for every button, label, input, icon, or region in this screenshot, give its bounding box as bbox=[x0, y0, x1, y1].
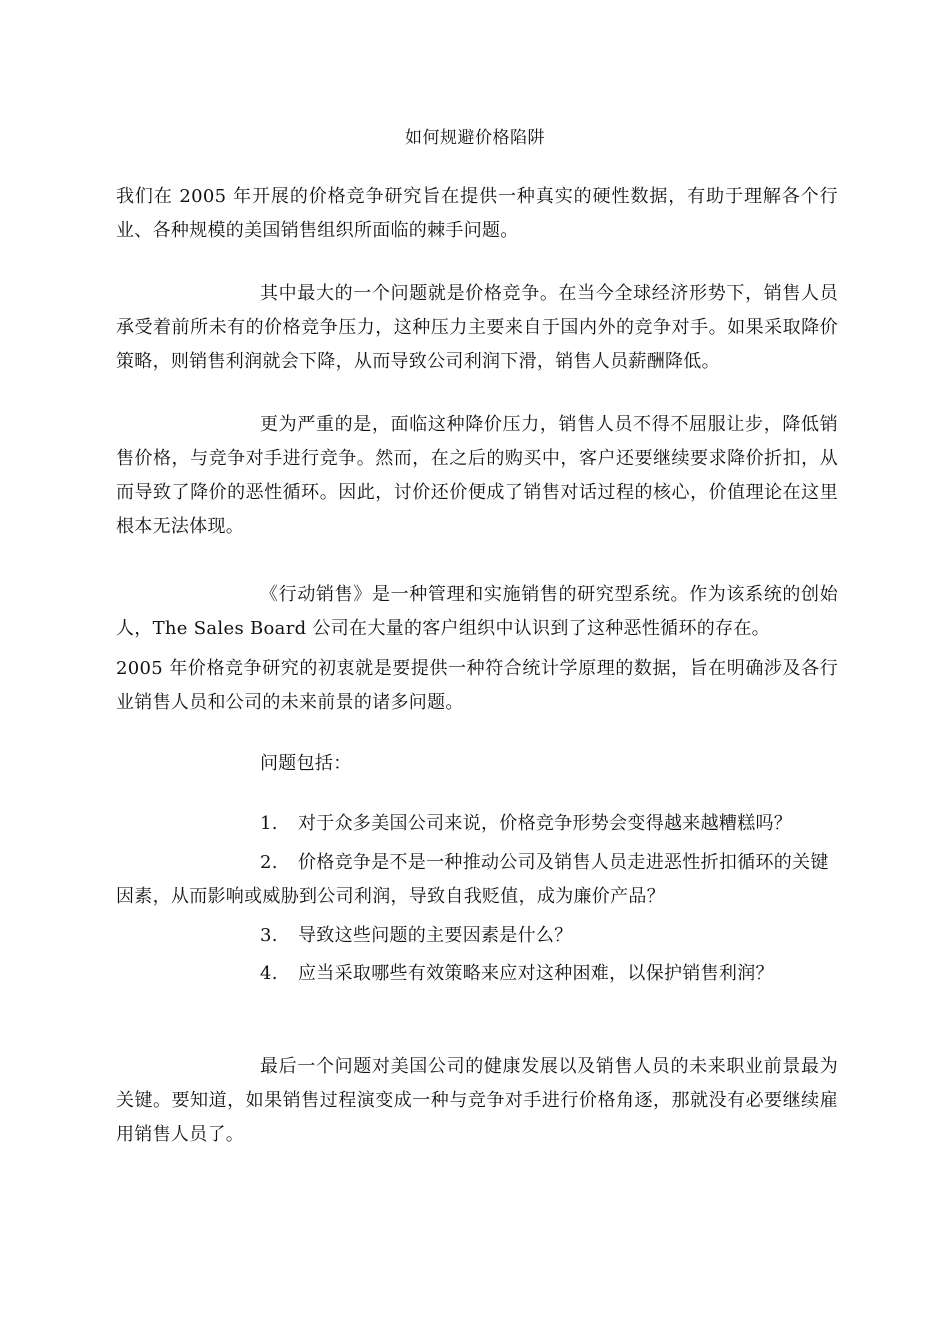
paragraph-price-competition: 其中最大的一个问题就是价格竞争。在当今全球经济形势下，销售人员承受着前所未有的价格竞争压力，这种压力主要来自于国内外的竞争对手。如果采取降价策略，则销售利润就会下降，从而导致公司利润下滑，销售人员薪酬降低。 bbox=[116, 283, 838, 372]
paragraph-intro: 我们在 2005 年开展的价格竞争研究旨在提供一种真实的硬性数据，有助于理解各个行业、各种规模的美国销售组织所面临的棘手问题。 bbox=[116, 186, 838, 241]
paragraph-study-purpose: 2005 年价格竞争研究的初衷就是要提供一种符合统计学原理的数据，旨在明确涉及各行业销售人员和公司的未来前景的诸多问题。 bbox=[116, 658, 838, 713]
list-item-text: 应当采取哪些有效策略来应对这种困难，以保护销售利润？ bbox=[298, 963, 774, 984]
paragraph-action-selling: 《行动销售》是一种管理和实施销售的研究型系统。作为该系统的创始人，The Sales Board 公司在大量的客户组织中认识到了这种恶性循环的存在。 bbox=[116, 584, 838, 639]
list-item-number: 4. bbox=[260, 963, 278, 984]
list-item-number: 1. bbox=[260, 813, 278, 834]
list-item-number: 3. bbox=[260, 925, 278, 946]
list-item-text: 导致这些问题的主要因素是什么？ bbox=[298, 925, 573, 946]
list-item bbox=[116, 919, 838, 953]
list-item-text: 价格竞争是不是一种推动公司及销售人员走进恶性折扣循环的关键因素，从而影响或威胁到公司利润，导致自我贬值，成为廉价产品？ bbox=[116, 852, 829, 907]
paragraph-questions-intro: 问题包括： bbox=[260, 753, 352, 774]
document-title: 如何规避价格陷阱 bbox=[405, 128, 545, 148]
list-item bbox=[116, 957, 838, 991]
paragraph-conclusion: 最后一个问题对美国公司的健康发展以及销售人员的未来职业前景最为关键。要知道，如果销售过程演变成一种与竞争对手进行价格角逐，那就没有必要继续雇用销售人员了。 bbox=[116, 1056, 838, 1145]
list-item bbox=[116, 846, 838, 914]
list-item bbox=[116, 807, 838, 841]
paragraph-price-cycle: 更为严重的是，面临这种降价压力，销售人员不得不屈服让步，降低销售价格，与竞争对手进行竞争。然而，在之后的购买中，客户还要继续要求降价折扣，从而导致了降价的恶性循环。因此，讨价还价便成了销售对话过程的核心，价值理论在这里根本无法体现。 bbox=[116, 414, 838, 537]
list-item-text: 对于众多美国公司来说，价格竞争形势会变得越来越糟糕吗？ bbox=[298, 813, 793, 834]
list-item-number: 2. bbox=[260, 852, 278, 873]
